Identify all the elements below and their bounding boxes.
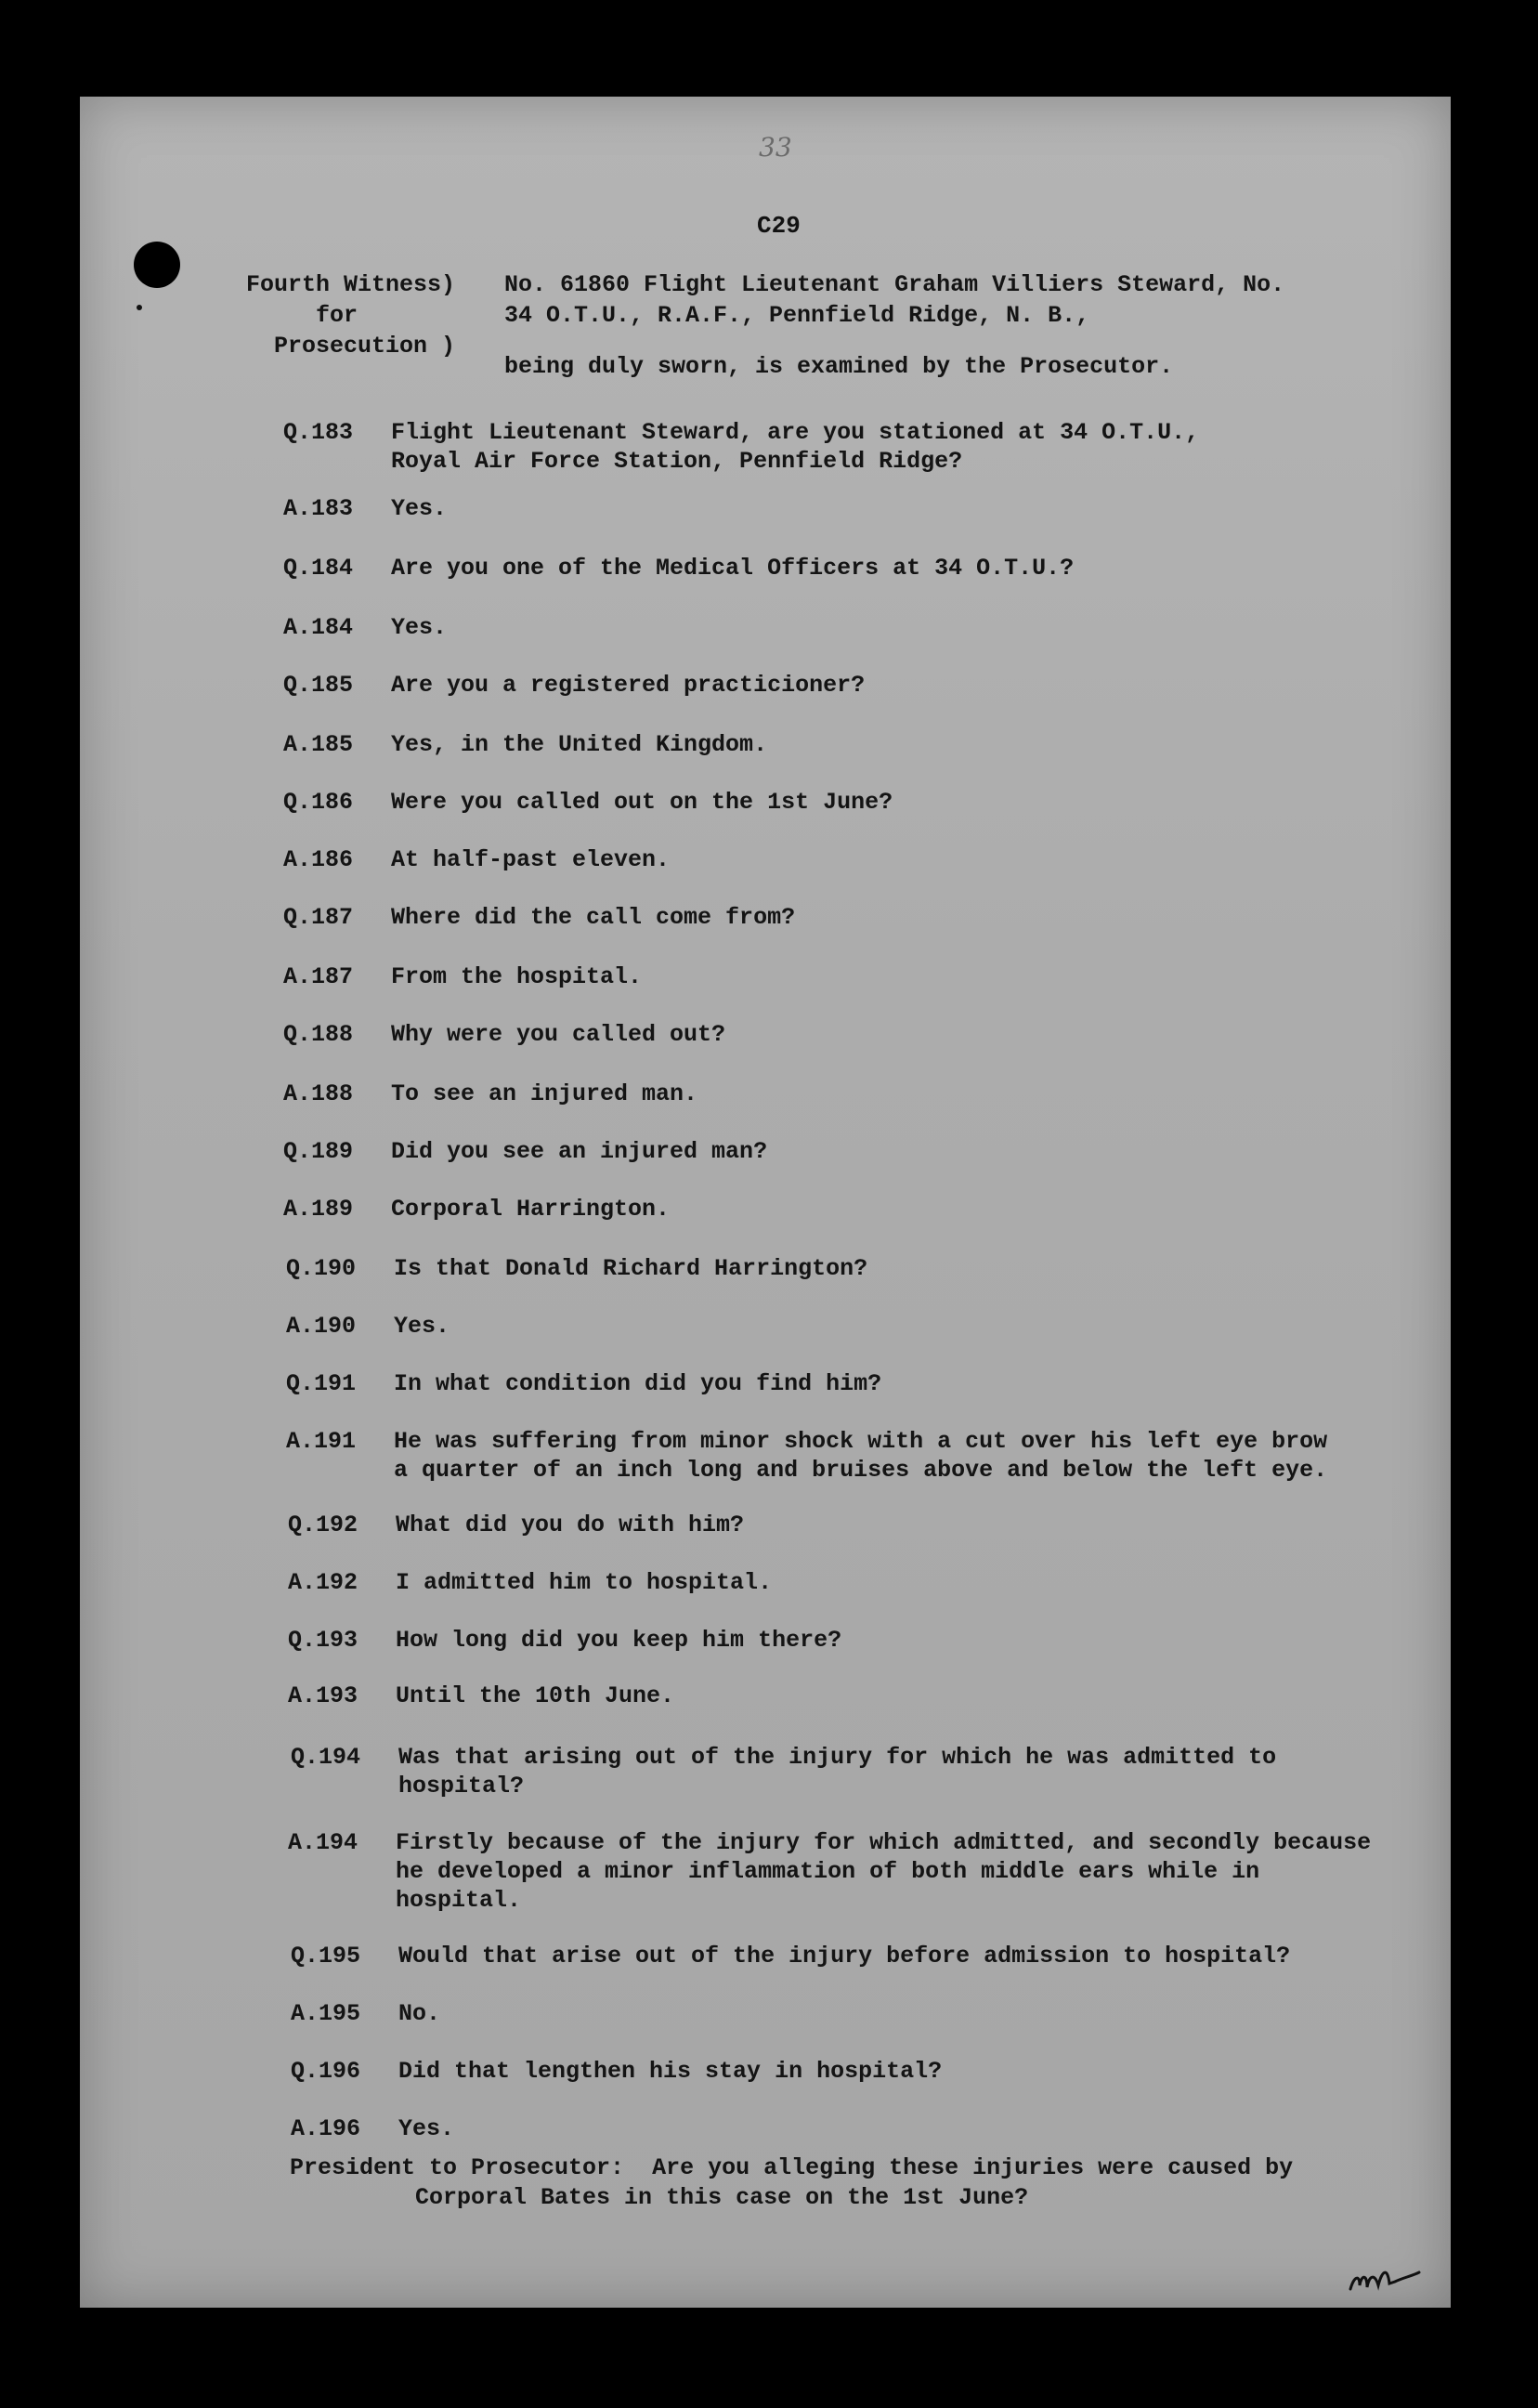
entry-number: A.192 xyxy=(288,1569,358,1596)
entry-number: A.189 xyxy=(283,1196,354,1223)
entry-number: A.188 xyxy=(283,1080,354,1107)
entry-text xyxy=(394,1369,881,1398)
entry-text xyxy=(391,845,670,874)
entry-text xyxy=(398,1942,1290,1970)
entry-number: Q.191 xyxy=(286,1370,357,1397)
witness-header-line: No. 61860 Flight Lieutenant Graham Villiers Steward, No. xyxy=(504,271,1285,298)
entry-text-line: Was that arising out of the injury for which he was admitted to xyxy=(398,1744,1277,1771)
entry-number: A.186 xyxy=(283,846,354,873)
entry-text xyxy=(398,2114,454,2143)
entry-text-line: He was suffering from minor shock with a cut over his left eye brow xyxy=(394,1428,1328,1455)
pencil-page-mark: 33 xyxy=(759,132,792,163)
entry-text xyxy=(391,554,1074,582)
entry-number: A.195 xyxy=(291,2000,361,2027)
entry-text-line: Were you called out on the 1st June? xyxy=(391,789,893,816)
president-statement xyxy=(290,2153,1293,2213)
president-statement-line: Corporal Bates in this case on the 1st June? xyxy=(290,2184,1029,2211)
entry-number: Q.187 xyxy=(283,904,354,931)
entry-number: A.194 xyxy=(288,1829,358,1856)
entry-text-line: Royal Air Force Station, Pennfield Ridge? xyxy=(391,448,963,475)
entry-number: Q.196 xyxy=(291,2058,361,2085)
entry-number: Q.192 xyxy=(288,1512,358,1538)
entry-text-line: Yes. xyxy=(398,2115,455,2142)
entry-text-line: Yes. xyxy=(391,614,448,641)
entry-number: Q.188 xyxy=(283,1021,354,1048)
witness-header-line: 34 O.T.U., R.A.F., Pennfield Ridge, N. B., xyxy=(504,302,1090,329)
entry-text-line: Yes. xyxy=(391,495,448,522)
witness-header xyxy=(504,269,1284,331)
entry-number: A.183 xyxy=(283,495,354,522)
entry-text-line: Flight Lieutenant Steward, are you stationed at 34 O.T.U., xyxy=(391,419,1200,446)
entry-text-line: Yes. xyxy=(394,1313,450,1340)
witness-label-line: Prosecution ) xyxy=(246,333,456,360)
entry-number: A.187 xyxy=(283,963,354,990)
entry-text-line: No. xyxy=(398,2000,441,2027)
entry-text-line: I admitted him to hospital. xyxy=(396,1569,773,1596)
entry-text xyxy=(391,962,642,991)
entry-text-line: Until the 10th June. xyxy=(396,1682,675,1709)
entry-number: A.184 xyxy=(283,614,354,641)
entry-text-line: From the hospital. xyxy=(391,963,643,990)
entry-text-line: hospital. xyxy=(396,1887,522,1914)
entry-number: Q.183 xyxy=(283,419,354,446)
entry-number: Q.184 xyxy=(283,555,354,582)
entry-text-line: Yes, in the United Kingdom. xyxy=(391,731,768,758)
entry-text xyxy=(396,1511,744,1539)
witness-label-line: Fourth Witness) xyxy=(246,271,456,298)
entry-text-line: he developed a minor inflammation of both middle ears while in xyxy=(396,1858,1260,1885)
entry-number: A.193 xyxy=(288,1682,358,1709)
entry-text-line: Where did the call come from? xyxy=(391,904,796,931)
entry-text-line: Are you one of the Medical Officers at 34 O.T.U.? xyxy=(391,555,1075,582)
entry-number: A.190 xyxy=(286,1313,357,1340)
entry-number: Q.193 xyxy=(288,1627,358,1654)
entry-text xyxy=(398,1999,440,2028)
entry-text xyxy=(394,1427,1327,1485)
entry-text-line: What did you do with him? xyxy=(396,1512,745,1538)
entry-text xyxy=(391,903,795,932)
entry-number: Q.189 xyxy=(283,1138,354,1165)
entry-number: A.191 xyxy=(286,1428,357,1455)
entry-text xyxy=(398,1743,1276,1800)
entry-text xyxy=(391,671,865,700)
entry-number: Q.194 xyxy=(291,1744,361,1771)
punch-hole xyxy=(134,242,180,288)
entry-text xyxy=(391,1137,767,1166)
entry-number: Q.190 xyxy=(286,1255,357,1282)
entry-text-line: How long did you keep him there? xyxy=(396,1627,842,1654)
entry-text xyxy=(391,788,893,817)
entry-number: Q.186 xyxy=(283,789,354,816)
president-statement-line: President to Prosecutor: Are you alleging these injuries were caused by xyxy=(290,2154,1294,2181)
sworn-line: being duly sworn, is examined by the Prosecutor. xyxy=(504,353,1174,380)
entry-text-line: Firstly because of the injury for which admitted, and secondly because xyxy=(396,1829,1372,1856)
entry-text xyxy=(396,1626,841,1655)
entry-text xyxy=(391,613,447,642)
entry-text-line: Did that lengthen his stay in hospital? xyxy=(398,2058,943,2085)
page-number: C29 xyxy=(757,212,801,240)
entry-text xyxy=(391,494,447,523)
entry-text xyxy=(391,1080,697,1108)
handwritten-initials xyxy=(1347,2258,1421,2298)
entry-text-line: To see an injured man. xyxy=(391,1080,698,1107)
entry-text xyxy=(391,730,767,759)
entry-text xyxy=(396,1568,772,1597)
entry-number: A.185 xyxy=(283,731,354,758)
entry-text xyxy=(391,1020,725,1049)
witness-label-line: for xyxy=(246,302,358,329)
entry-text xyxy=(391,1195,670,1224)
entry-number: Q.185 xyxy=(283,672,354,699)
entry-text xyxy=(391,418,1199,476)
ink-dot xyxy=(137,305,142,310)
entry-text-line: Did you see an injured man? xyxy=(391,1138,768,1165)
entry-number: A.196 xyxy=(291,2115,361,2142)
entry-text-line: a quarter of an inch long and bruises above and below the left eye. xyxy=(394,1457,1328,1484)
entry-text xyxy=(394,1254,867,1283)
entry-text xyxy=(398,2057,942,2086)
entry-text-line: Is that Donald Richard Harrington? xyxy=(394,1255,868,1282)
entry-text-line: At half-past eleven. xyxy=(391,846,671,873)
entry-text-line: Corporal Harrington. xyxy=(391,1196,671,1223)
entry-text-line: Would that arise out of the injury before admission to hospital? xyxy=(398,1943,1291,1970)
witness-label xyxy=(246,269,455,361)
entry-text-line: In what condition did you find him? xyxy=(394,1370,882,1397)
entry-text xyxy=(396,1682,674,1710)
entry-text-line: Why were you called out? xyxy=(391,1021,726,1048)
entry-number: Q.195 xyxy=(291,1943,361,1970)
entry-text-line: Are you a registered practicioner? xyxy=(391,672,866,699)
entry-text xyxy=(394,1312,450,1341)
entry-text-line: hospital? xyxy=(398,1773,525,1799)
entry-text xyxy=(396,1828,1371,1915)
